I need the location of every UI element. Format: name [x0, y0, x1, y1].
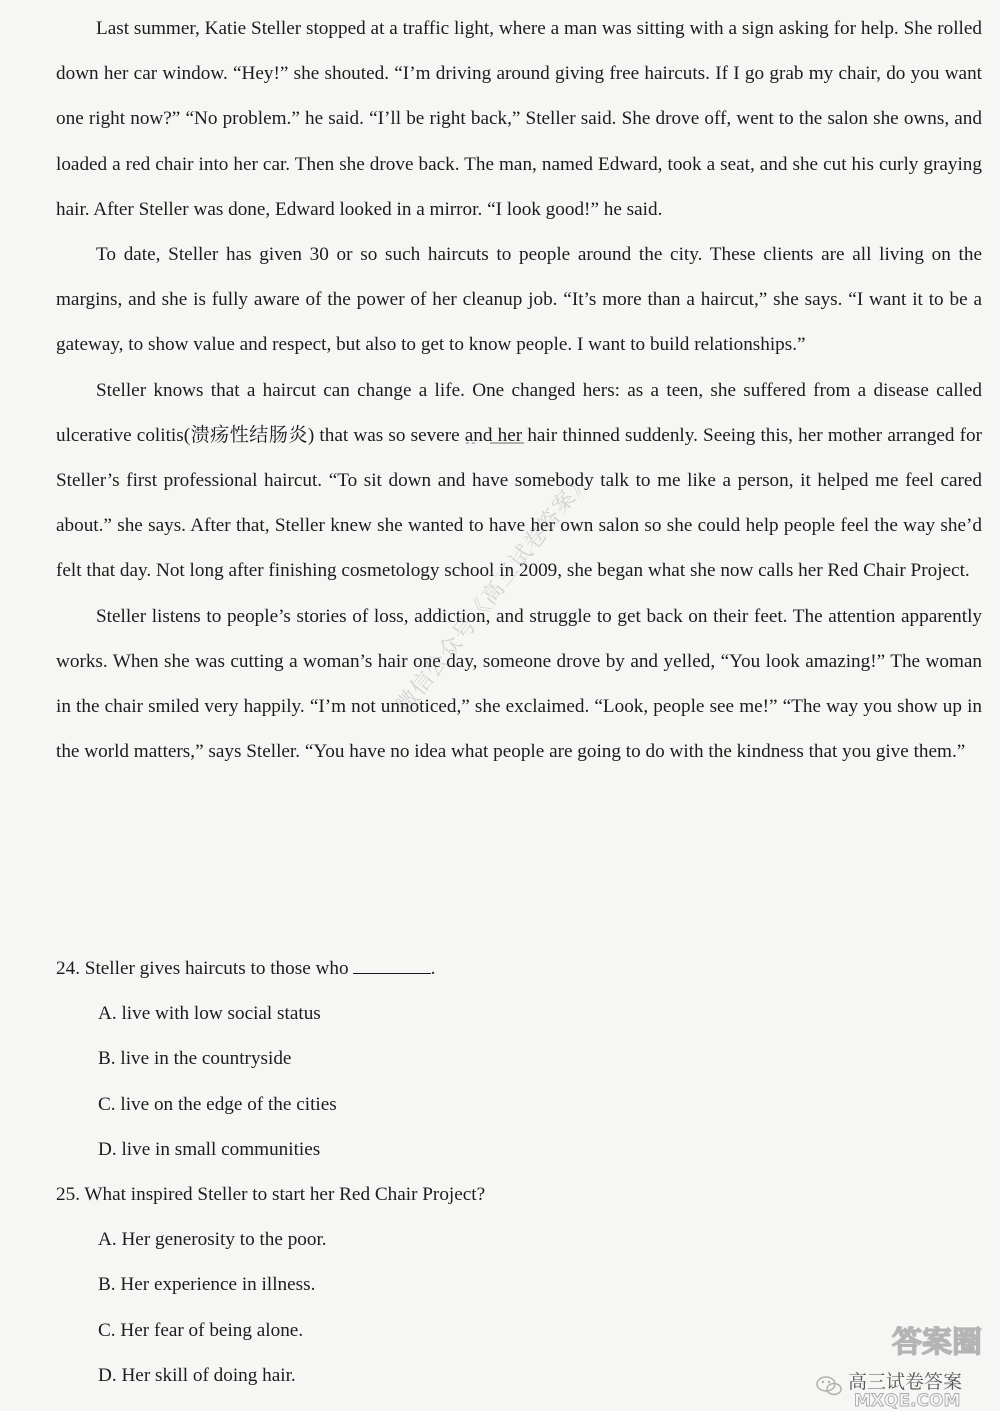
passage-paragraph-1: Last summer, Katie Steller stopped at a traffic light, where a man was sitting with a sign asking for help. She rolled down her car window. “Hey!” she shouted. “I’m driving around giving free haircuts. If I go grab my chair, do you want one right now?” “No problem.” he said. “I’ll be right back,” Steller said. She drove off, went to the salon she owns, and loaded a red chair into her car. Then she drove back. The man, named Edward, took a seat, and she cut his curly graying hair. After Steller was done, Edward looked in a mirror. “I look good!” he said.: [56, 18, 982, 220]
question-stem: 25. What inspired Steller to start her Red Chair Project?: [56, 1184, 486, 1206]
option-a: A. Her generosity to the poor.: [98, 1229, 327, 1251]
watermark-diagonal-text: 微信公众号《高三试卷答案》: [391, 467, 596, 719]
passage-paragraph-3: Steller knows that a haircut can change a life. One changed hers: as a teen, she suffered from a disease called ulcerative colitis(溃疡性结肠炎) that was so severe and her hair thinned suddenly. Seeing this, her mother arranged for Steller’s first professional haircut. “To sit down and have somebody talk to me like a person, it helped me feel cared about.” she says. After that, Steller knew she wanted to have her own salon so she could help people feel the way she’d felt that day. Not long after finishing cosmetology school in 2009, she began what she now calls her Red Chair Project.: [56, 379, 982, 582]
question-24: [56, 946, 982, 1172]
logo-domain: MXQE.COM: [854, 1391, 961, 1410]
option-d: D. live in small communities: [98, 1138, 321, 1160]
passage-paragraph-2: To date, Steller has given 30 or so such haircuts to people around the city. These clients are all living on the margins, and she is fully aware of the power of her cleanup job. “It’s more than a haircut,” she says. “I want it to be a gateway, to show value and respect, but also to get to know people. I want to build relationships.”: [56, 244, 982, 356]
option-c: C. Her fear of being alone.: [98, 1319, 304, 1341]
reading-passage: [56, 6, 982, 774]
question-stem: [56, 946, 982, 991]
question-24-text: 24. Steller gives haircuts to those who: [56, 958, 349, 979]
question-24-end: .: [430, 958, 436, 979]
option-d: D. Her skill of doing hair.: [98, 1364, 296, 1386]
option-b: B. live in the countryside: [98, 1048, 292, 1070]
question-section: [56, 946, 982, 1398]
answer-blank: [353, 959, 431, 974]
passage-paragraph-4: Steller listens to people’s stories of loss, addiction, and struggle to get back on their feet. The attention apparently works. When she was cutting a woman’s hair one day, someone drove by and yelled, “You look amazing!” The woman in the chair smiled very happily. “I’m not unnoticed,” she exclaimed. “Look, people see me!” “The way you show up in the world matters,” says Steller. “You have no idea what people are going to do with the kindness that you give them.”: [56, 605, 982, 763]
option-a: A. live with low social status: [98, 1003, 321, 1025]
option-b: B. Her experience in illness.: [98, 1274, 316, 1296]
logo-caption: 高三试卷答案: [848, 1371, 963, 1393]
option-c: C. live on the edge of the cities: [98, 1093, 337, 1115]
question-25: [56, 1172, 982, 1398]
logo-large-text: 答案圈: [892, 1326, 982, 1360]
